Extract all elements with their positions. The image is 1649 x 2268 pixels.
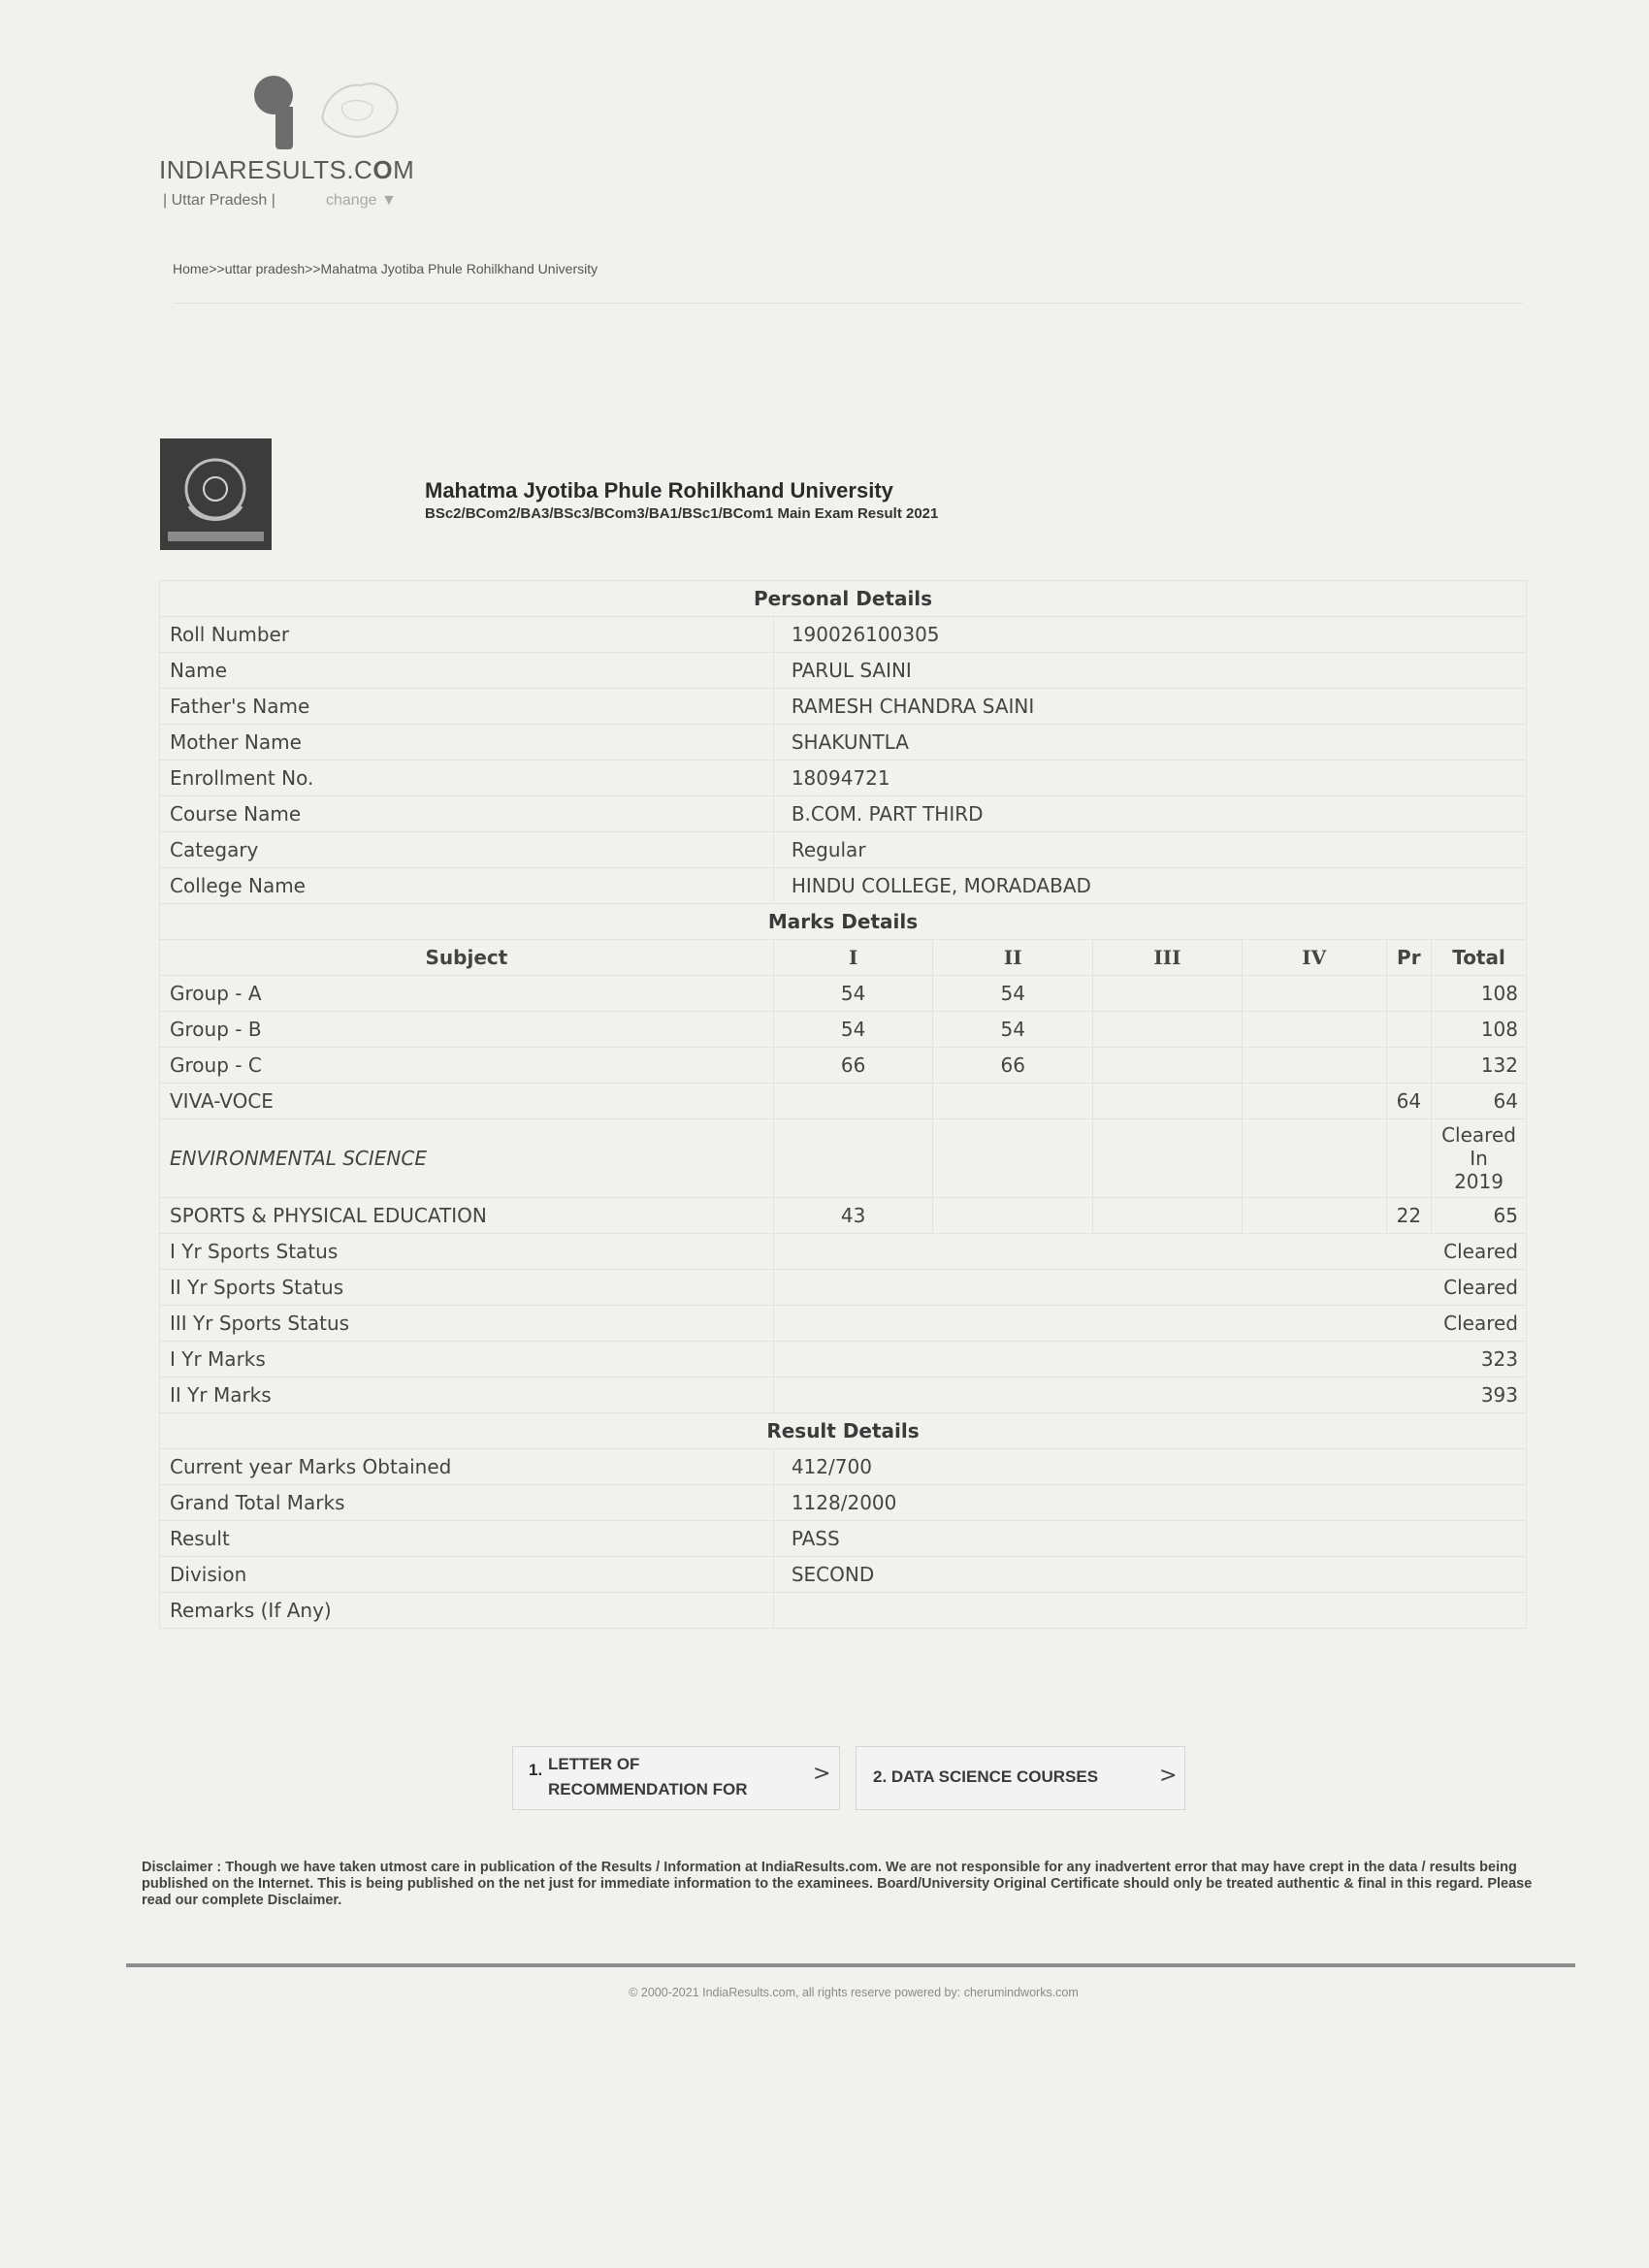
col-header-iii: III	[1093, 940, 1243, 976]
mark-iv	[1242, 1012, 1386, 1048]
total-status-year: 2019	[1454, 1170, 1504, 1193]
mark-iii	[1093, 1048, 1243, 1084]
extra-value: 323	[773, 1342, 1526, 1377]
col-header-pr: Pr	[1386, 940, 1431, 976]
mark-i: 66	[773, 1048, 933, 1084]
col-header-total: Total	[1432, 940, 1527, 976]
site-name[interactable]	[159, 155, 414, 185]
mark-ii	[933, 1198, 1093, 1234]
mark-iv	[1242, 1084, 1386, 1119]
extra-label: II Yr Sports Status	[160, 1270, 774, 1306]
link-label[interactable]: 2. DATA SCIENCE COURSES	[873, 1767, 1099, 1786]
mark-total: 64	[1432, 1084, 1527, 1119]
mark-total: 65	[1432, 1198, 1527, 1234]
extra-label: II Yr Marks	[160, 1377, 774, 1413]
table-row	[160, 976, 1527, 1012]
table-row	[160, 1377, 1527, 1413]
field-value: HINDU COLLEGE, MORADABAD	[773, 868, 1526, 904]
col-header-subject: Subject	[160, 940, 774, 976]
subject-name: Group - C	[160, 1048, 774, 1084]
link-label[interactable]: LETTER OF RECOMMENDATION FOR	[548, 1755, 748, 1798]
exam-subtitle: BSc2/BCom2/BA3/BSc3/BCom3/BA1/BSc1/BCom1 Main Exam Result 2021	[425, 505, 939, 522]
result-table	[159, 580, 1527, 1629]
change-state-link[interactable]: change ▼	[326, 192, 397, 209]
mark-pr	[1386, 976, 1431, 1012]
table-row	[160, 1449, 1527, 1485]
subject-name: Group - A	[160, 976, 774, 1012]
table-row	[160, 1270, 1527, 1306]
extra-label: I Yr Marks	[160, 1342, 774, 1377]
field-value: B.COM. PART THIRD	[773, 796, 1526, 832]
site-name-part: INDIARESULTS.C	[159, 155, 373, 184]
mark-ii: 66	[933, 1048, 1093, 1084]
result-label: Current year Marks Obtained	[160, 1449, 774, 1485]
uttar-pradesh-map-icon	[315, 76, 403, 144]
table-row	[160, 868, 1527, 904]
mark-ii	[933, 1084, 1093, 1119]
result-value: 1128/2000	[773, 1485, 1526, 1521]
table-row	[160, 1521, 1527, 1557]
result-label: Result	[160, 1521, 774, 1557]
total-status-in: In	[1470, 1147, 1488, 1170]
subject-name: Group - B	[160, 1012, 774, 1048]
marks-header-row	[160, 940, 1527, 976]
subject-name: VIVA-VOCE	[160, 1084, 774, 1119]
table-row	[160, 1234, 1527, 1270]
table-row	[160, 1342, 1527, 1377]
table-row	[160, 832, 1527, 868]
col-header-iv: IV	[1242, 940, 1386, 976]
mark-iii	[1093, 1198, 1243, 1234]
site-name-o: O	[372, 155, 394, 184]
result-value: SECOND	[773, 1557, 1526, 1593]
field-label: Roll Number	[160, 617, 774, 653]
extra-value: Cleared	[773, 1270, 1526, 1306]
extra-value: Cleared	[773, 1234, 1526, 1270]
table-row	[160, 689, 1527, 725]
field-value: SHAKUNTLA	[773, 725, 1526, 761]
mark-total: 108	[1432, 976, 1527, 1012]
col-header-ii: II	[933, 940, 1093, 976]
field-label: Enrollment No.	[160, 761, 774, 796]
field-value: Regular	[773, 832, 1526, 868]
field-label: Father's Name	[160, 689, 774, 725]
table-row	[160, 1012, 1527, 1048]
mark-i: 43	[773, 1198, 933, 1234]
table-row	[160, 1485, 1527, 1521]
field-label: Mother Name	[160, 725, 774, 761]
mark-iv	[1242, 1198, 1386, 1234]
breadcrumb[interactable]: Home>>uttar pradesh>>Mahatma Jyotiba Phule Rohilkhand University	[173, 261, 598, 276]
table-row	[160, 1084, 1527, 1119]
field-value: PARUL SAINI	[773, 653, 1526, 689]
mark-total: 132	[1432, 1048, 1527, 1084]
mark-ii: 54	[933, 1012, 1093, 1048]
breadcrumb-divider	[173, 303, 1523, 304]
mark-i	[773, 1119, 933, 1198]
copyright-text: © 2000-2021 IndiaResults.com, all rights reserve powered by: cherumindworks.com	[629, 1986, 1079, 1999]
mark-pr	[1386, 1012, 1431, 1048]
site-logo-stem	[275, 107, 293, 149]
marks-details-heading: Marks Details	[160, 904, 1527, 940]
mark-pr: 22	[1386, 1198, 1431, 1234]
result-label: Grand Total Marks	[160, 1485, 774, 1521]
mark-pr: 64	[1386, 1084, 1431, 1119]
table-row	[160, 1557, 1527, 1593]
mark-i: 54	[773, 976, 933, 1012]
mark-iii	[1093, 976, 1243, 1012]
table-row	[160, 796, 1527, 832]
university-seal-icon	[160, 438, 272, 550]
field-value: 190026100305	[773, 617, 1526, 653]
mark-i: 54	[773, 1012, 933, 1048]
table-row	[160, 1593, 1527, 1629]
mark-iv	[1242, 1048, 1386, 1084]
university-title: Mahatma Jyotiba Phule Rohilkhand University	[425, 478, 893, 502]
personal-details-heading: Personal Details	[160, 581, 1527, 617]
field-label: Course Name	[160, 796, 774, 832]
table-row	[160, 617, 1527, 653]
subject-name: ENVIRONMENTAL SCIENCE	[160, 1119, 774, 1198]
link-number: 1.	[529, 1761, 543, 1779]
mark-iii	[1093, 1012, 1243, 1048]
result-details-heading: Result Details	[160, 1413, 1527, 1449]
field-label: Categary	[160, 832, 774, 868]
subject-name: SPORTS & PHYSICAL EDUCATION	[160, 1198, 774, 1234]
state-label: | Uttar Pradesh |	[163, 192, 275, 209]
mark-pr	[1386, 1048, 1431, 1084]
table-row	[160, 1048, 1527, 1084]
field-label: Name	[160, 653, 774, 689]
chevron-right-icon[interactable]: >	[1159, 1764, 1178, 1788]
extra-label: III Yr Sports Status	[160, 1306, 774, 1342]
result-value: PASS	[773, 1521, 1526, 1557]
result-value	[773, 1593, 1526, 1629]
mark-total	[1432, 1119, 1527, 1198]
chevron-right-icon[interactable]: >	[813, 1762, 831, 1786]
field-value: RAMESH CHANDRA SAINI	[773, 689, 1526, 725]
disclaimer-text: Disclaimer : Though we have taken utmost care in publication of the Results / Information at IndiaResults.com. We are not responsible for any inadvertent error that may have crept in the data / results being published on the Internet. This is being published on the net just for immediate information to the examinees. Board/University Original Certificate should only be treated authentic & final in this regard. Please read our complete Disclaimer.	[142, 1860, 1533, 1908]
extra-value: 393	[773, 1377, 1526, 1413]
table-row	[160, 653, 1527, 689]
extra-label: I Yr Sports Status	[160, 1234, 774, 1270]
table-row	[160, 1306, 1527, 1342]
field-label: College Name	[160, 868, 774, 904]
table-row	[160, 1119, 1527, 1198]
table-row	[160, 761, 1527, 796]
table-row	[160, 725, 1527, 761]
mark-iv	[1242, 976, 1386, 1012]
extra-value: Cleared	[773, 1306, 1526, 1342]
mark-i	[773, 1084, 933, 1119]
mark-iii	[1093, 1084, 1243, 1119]
col-header-i: I	[773, 940, 933, 976]
footer-divider	[126, 1963, 1575, 1967]
mark-total: 108	[1432, 1012, 1527, 1048]
field-value: 18094721	[773, 761, 1526, 796]
total-status: Cleared	[1441, 1123, 1516, 1147]
table-row	[160, 1198, 1527, 1234]
site-name-end: M	[393, 155, 415, 184]
result-label: Remarks (If Any)	[160, 1593, 774, 1629]
result-value: 412/700	[773, 1449, 1526, 1485]
result-label: Division	[160, 1557, 774, 1593]
mark-ii	[933, 1119, 1093, 1198]
mark-iii	[1093, 1119, 1243, 1198]
mark-pr	[1386, 1119, 1431, 1198]
mark-ii: 54	[933, 976, 1093, 1012]
mark-iv	[1242, 1119, 1386, 1198]
